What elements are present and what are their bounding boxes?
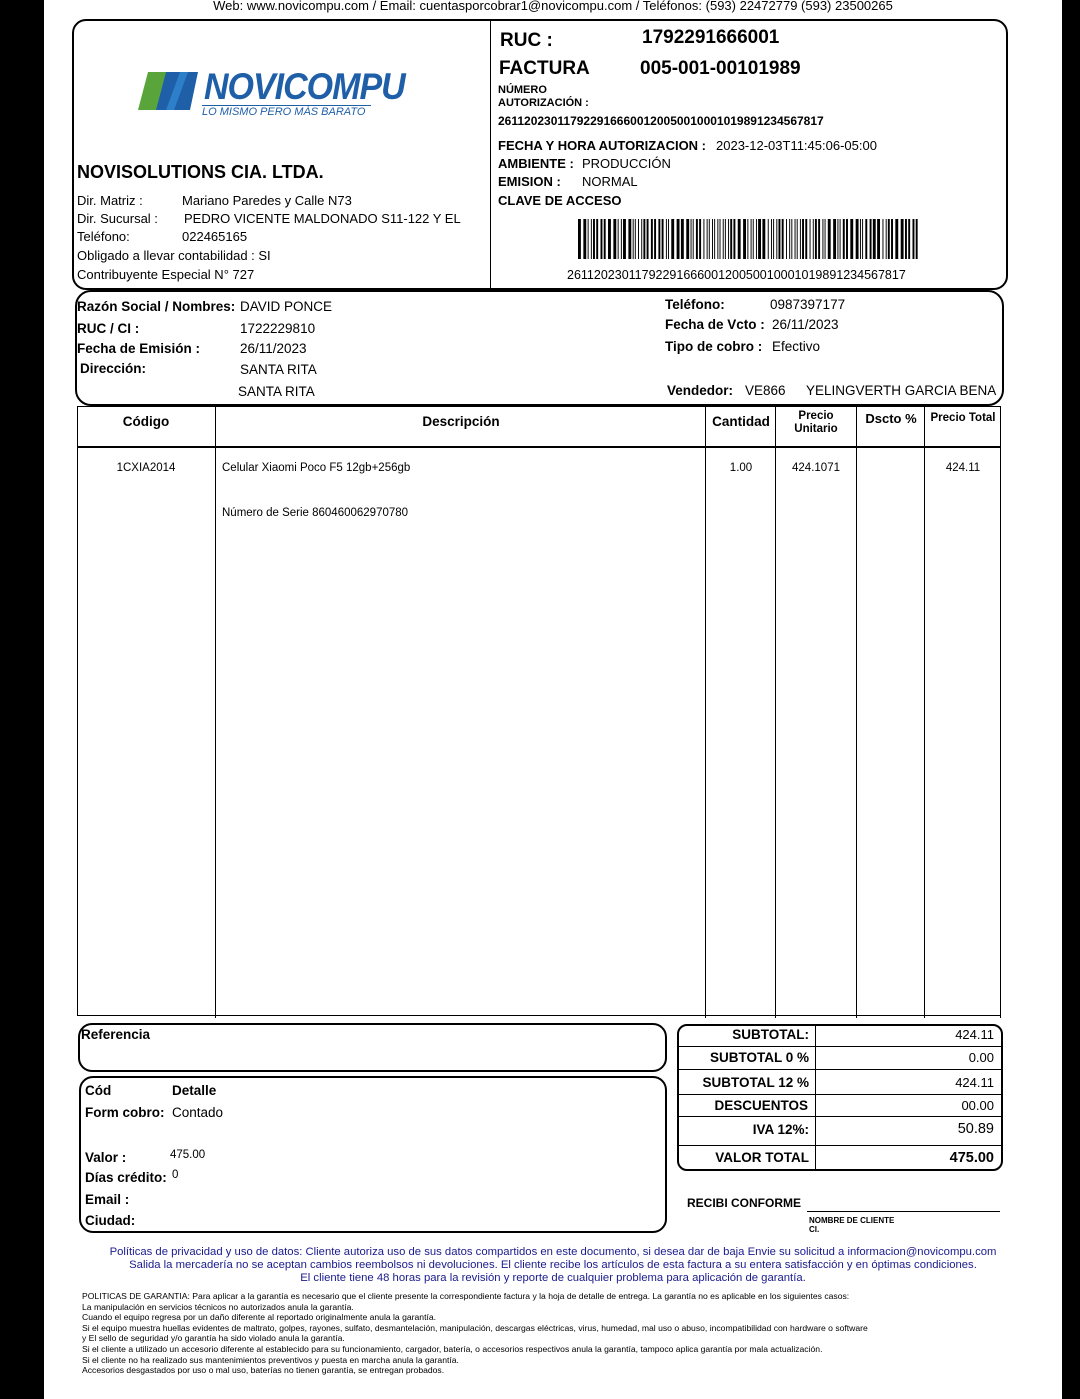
barcode-bar [862,219,863,259]
cell-precio-total: 424.11 [945,462,981,474]
company-phone: 022465165 [182,229,248,244]
barcode-bar [738,219,741,259]
ci-label: CI. [809,1225,820,1234]
barcode-bar [818,219,820,259]
barcode-bar [795,219,796,259]
dias-value: 0 [172,1169,179,1181]
form-cobro-value: Contado [172,1105,224,1120]
barcode-bar [771,219,772,259]
warranty-policy [82,1291,1057,1376]
barcode-bar [743,219,746,259]
company-phone-label: Teléfono: [77,229,130,244]
total-value-subtotal-12: 424.11 [955,1075,994,1090]
barcode-bar [789,219,790,259]
barcode-bar [730,219,732,259]
total-label-subtotal-0: SUBTOTAL 0 % [709,1050,809,1065]
barcode-bar [733,219,735,259]
total-label-valor-total: VALOR TOTAL [715,1150,809,1165]
barcode-bar [815,219,817,259]
barcode-bar [877,219,880,259]
barcode-bar [723,219,724,259]
total-value-subtotal: 424.11 [955,1027,994,1042]
warranty-line: Si el cliente a utilizado un accesorio diferente al establecido para su funcionamiento, cargador, batería, o accesorios respectivos anula la garantía, tampoco aplica garantía por mala actualización. [82,1343,823,1354]
clave-label: CLAVE DE ACCESO [498,193,622,208]
barcode-bar [714,219,715,259]
barcode-bar [654,219,656,259]
cell-cantidad: 1.00 [729,462,753,474]
warranty-line: Cuando el equipo regresa por un daño diferente al reportado originalmente anula la garantía. [82,1312,437,1323]
barcode-bar [837,219,838,259]
cell-precio-unitario: 424.1071 [792,462,840,474]
barcode-bar [717,219,718,259]
warranty-line: Si el equipo muestra huellas evidentes de maltrato, golpes, rayones, sulfato, desmantelación, manipulación, descargas eléctricas, virus, humedad, mal uso o abuso, incompatibilidad con hardware o software [82,1322,868,1333]
vendedor-code: VE866 [745,383,786,398]
barcode-bar [720,219,721,259]
barcode-icon [578,219,920,259]
dir-sucursal: PEDRO VICENTE MALDONADO S11-122 Y EL [184,211,461,226]
email-label: Email : [85,1192,130,1207]
barcode-bar [833,219,836,259]
contabilidad: Obligado a llevar contabilidad : SI [77,248,271,263]
barcode-bar [865,219,867,259]
barcode-bar [905,219,907,259]
barcode-bar [751,219,752,259]
barcode-bar [882,219,883,259]
barcode-bar [699,219,701,259]
form-cobro-label: Form cobro: [85,1105,165,1120]
barcode-bar [608,219,611,259]
barcode-bar [828,219,831,259]
barcode-bar [641,219,642,259]
invoice-page [44,0,1062,1399]
barcode-bar [583,219,586,259]
barcode-bar [840,219,841,259]
contribuyente: Contribuyente Especial N° 727 [77,267,255,282]
privacy-line-1: Políticas de privacidad y uso de datos: Cliente autoriza uso de sus datos compartidos en este documento, si desea dar de baja Envie su solicitud a informacion@novicompu.com [109,1246,997,1258]
dias-label: Días crédito: [85,1170,167,1185]
barcode-bar [677,219,680,259]
ambiente-value: PRODUCCIÓN [582,156,671,171]
valor-label: Valor : [85,1150,127,1165]
barcode-bar [728,219,729,259]
fecha-hora-label: FECHA Y HORA AUTORIZACION : [498,138,707,153]
barcode-bar [707,219,708,259]
barcode-bar [747,219,748,259]
privacy-line-2: Salida la mercadería no se aceptan cambios reembolsos ni devoluciones. El cliente recibe los artículos de esta factura a su entera satisfacción y en óptimas condiciones. [129,1259,977,1271]
barcode-bar [591,219,592,259]
barcode-bar [709,219,710,259]
header-precio-total: Precio Total [930,412,996,424]
total-value-valor-total: 475.00 [949,1150,994,1166]
barcode-bar [782,219,784,259]
barcode-bar [635,219,636,259]
company-logo [136,68,406,120]
fecha-vcto-label: Fecha de Vcto : [665,317,765,332]
barcode-bar [651,219,653,259]
barcode-bar [725,219,726,259]
clave-number: 2611202301179229166600120050010001019891234567817 [567,268,906,282]
cod-label: Cód [85,1083,112,1098]
serial-number: Número de Serie 860460062970780 [222,507,409,519]
fecha-vcto-value: 26/11/2023 [772,317,839,332]
dir-sucursal-label: Dir. Sucursal : [77,211,158,226]
barcode-bar [825,219,826,259]
total-label-descuentos: DESCUENTOS [714,1098,808,1113]
header-precio-unitario-1: Precio [798,410,834,422]
barcode-bar [891,219,893,259]
razon-value: DAVID PONCE [240,299,333,314]
barcode-bar [776,219,777,259]
barcode-bar [908,219,910,259]
client-phone-value: 0987397177 [770,297,846,312]
barcode-bar [753,219,754,259]
barcode-bar [768,219,769,259]
warranty-line: y El sello de seguridad y/o garantía ha sido violado anula la garantía. [82,1333,345,1344]
barcode-bar [762,219,765,259]
detalle-label: Detalle [172,1083,217,1098]
fecha-emision-label: Fecha de Emisión : [77,341,201,356]
barcode-bar [800,219,801,259]
barcode-bar [773,219,774,259]
barcode-bar [895,219,898,259]
header-descripcion: Descripción [422,414,500,429]
total-label-subtotal: SUBTOTAL: [732,1027,809,1042]
cell-codigo: 1CXIA2014 [116,462,176,474]
header-dscto: Dscto % [865,411,917,426]
dir-matriz: Mariano Paredes y Calle N73 [182,193,352,208]
payment-box [79,1076,667,1233]
header-cantidad: Cantidad [712,414,770,429]
barcode-bar [860,219,861,259]
razon-label: Razón Social / Nombres: [77,299,236,314]
barcode-bar [647,219,649,259]
total-label-iva: IVA 12%: [752,1122,809,1137]
barcode-bar [623,219,626,259]
logo-text: NOVICOMPU [204,66,405,108]
client-ruc-value: 1722229810 [240,321,316,336]
vendedor-name: YELINGVERTH GARCIA BENA [806,383,997,398]
tipo-cobro-label: Tipo de cobro : [665,339,763,354]
barcode-bar [604,219,606,259]
privacy-line-3: El cliente tiene 48 horas para la revisión y reporte de cualquier problema para aplicación de garantía. [300,1272,806,1284]
barcode-bar [658,219,660,259]
barcode-bar [913,219,915,259]
barcode-bar [850,219,853,259]
barcode-bar [666,219,667,259]
autorizacion-number: 2611202301179229166600120050010001019891234567817 [498,114,824,128]
fecha-hora-value: 2023-12-03T11:45:06-05:00 [716,138,877,153]
total-value-iva: 50.89 [957,1121,994,1137]
barcode-bar [916,219,918,259]
barcode-bar [638,219,639,259]
barcode-bar [712,219,713,259]
header-divider [490,20,491,290]
recibi-conforme: RECIBI CONFORME [687,1196,801,1210]
numero-label: NÚMERO [498,84,547,96]
barcode-bar [843,219,845,259]
client-phone-label: Teléfono: [665,297,725,312]
company-name: NOVISOLUTIONS CIA. LTDA. [77,162,324,182]
client-ruc-label: RUC / CI : [77,321,140,336]
signature-line [807,1211,1000,1212]
direccion-2: SANTA RITA [238,384,315,399]
referencia-box [78,1023,667,1072]
direccion-1: SANTA RITA [240,362,317,377]
barcode-bar [791,219,792,259]
factura-number: 005-001-00101989 [640,58,801,79]
barcode-bar [693,219,694,259]
barcode-bar [856,219,859,259]
ruc-label: RUC : [500,30,553,51]
logo-tagline: LO MISMO PERO MÁS BARATO [202,105,371,118]
barcode-bar [596,219,598,259]
barcode-bar [810,219,811,259]
barcode-bar [873,219,876,259]
warranty-line: La manipulación en servicios técnicos no autorizados anula la garantía. [82,1301,354,1312]
barcode-bar [870,219,872,259]
top-banner: Web: www.novicompu.com / Email: cuentasporcobrar1@novicompu.com / Teléfonos: (593) 22472779 (593) 23500265 [213,0,893,13]
emision-label: EMISION : [498,174,561,189]
header-codigo: Código [122,414,170,429]
barcode-bar [681,219,684,259]
header-precio-unitario-2: Unitario [794,423,838,435]
barcode-bar [886,219,887,259]
barcode-bar [888,219,890,259]
total-value-descuentos: 00.00 [961,1098,994,1113]
barcode-bar [901,219,904,259]
barcode-bar [703,219,704,259]
barcode-bar [588,219,589,259]
valor-value: 475.00 [170,1149,206,1161]
barcode-bar [786,219,787,259]
tipo-cobro-value: Efectivo [772,339,821,354]
total-label-subtotal-12: SUBTOTAL 12 % [702,1075,809,1090]
nombre-cliente-label: NOMBRE DE CLIENTE [809,1216,895,1225]
factura-label: FACTURA [499,58,590,79]
ciudad-label: Ciudad: [85,1213,136,1228]
barcode-bar [805,219,807,259]
barcode-bar [621,219,622,259]
barcode-bar [813,219,814,259]
barcode-bar [643,219,645,259]
barcode-bar [628,219,631,259]
dir-matriz-label: Dir. Matriz : [77,193,143,208]
barcode-bar [797,219,798,259]
warranty-line: Accesorios desgastados por uso o mal uso, baterías no tienen garantía, se entregan probados. [82,1365,445,1376]
barcode-bar [601,219,603,259]
emision-value: NORMAL [582,174,638,189]
direccion-label: Dirección: [80,361,147,376]
referencia-label: Referencia [81,1027,151,1042]
barcode-bar [756,219,757,259]
barcode-bar [846,219,848,259]
barcode-bar [613,219,616,259]
warranty-line: POLITICAS DE GARANTIA: Para aplicar a la garantía es necesario que el cliente presente la correspondiente factura y la hoja de detalle de entrega. La garantía no es aplicable en los siguientes casos: [82,1291,850,1301]
total-value-subtotal-0: 0.00 [968,1050,994,1065]
barcode-bar [696,219,698,259]
barcode-bar [633,219,634,259]
vendedor-label: Vendedor: [667,383,734,398]
barcode-bar [686,219,689,259]
barcode-bar [668,219,669,259]
barcode-bar [758,219,761,259]
barcode-bar [671,219,674,259]
barcode-bar [662,219,664,259]
cell-descripcion: Celular Xiaomi Poco F5 12gb+256gb [222,462,411,474]
autorizacion-label: AUTORIZACIÓN : [498,97,589,109]
barcode-bar [578,219,581,259]
warranty-line: Si el cliente no ha realizado sus mantenimientos preventivos y puesta en marcha anula la garantía. [82,1354,459,1365]
ruc-value: 1792291666001 [642,27,780,48]
ambiente-label: AMBIENTE : [498,156,574,171]
barcode-bar [778,219,780,259]
barcode-bar [802,219,804,259]
barcode-bar [691,219,692,259]
fecha-emision-value: 26/11/2023 [240,341,307,356]
barcode-bar [618,219,619,259]
barcode-bar [593,219,595,259]
barcode-bar [822,219,823,259]
